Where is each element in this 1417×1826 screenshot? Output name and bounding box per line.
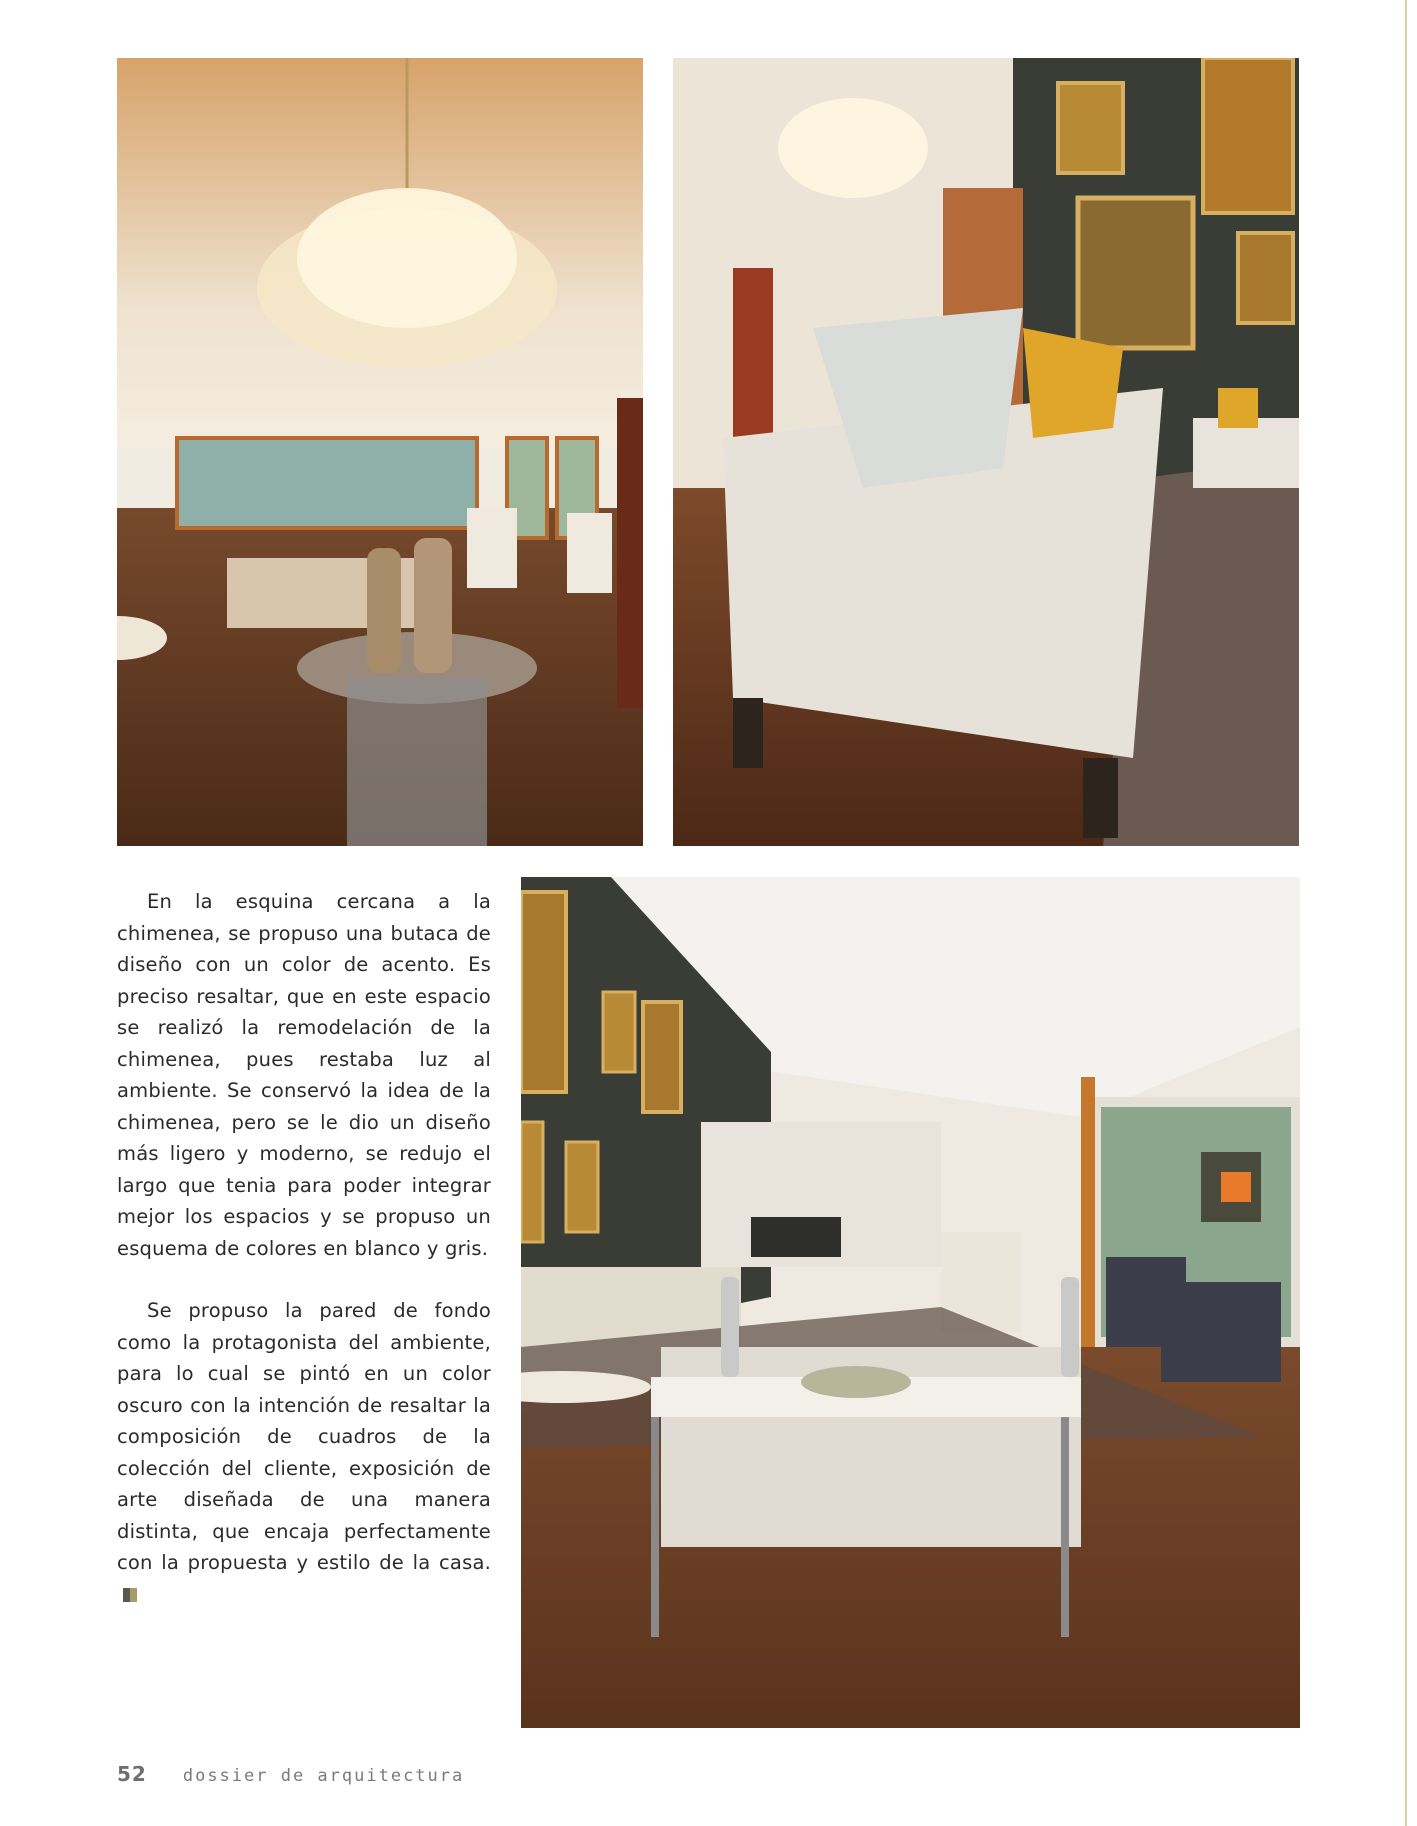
page-number: 52	[117, 1762, 147, 1786]
publication-name: dossier de arquitectura	[182, 1766, 465, 1786]
photo-chaise-lounge	[673, 58, 1299, 846]
page-edge-line	[1405, 0, 1407, 1826]
paragraph-1: En la esquina cercana a la chimenea, se propuso una butaca de diseño con un color de acento. Es preciso resaltar, que en este espacio se realizó la remodelación de la chimenea, pues restaba luz al ambiente. Se conservó la idea de la chimenea, pero se le dio un diseño más ligero y moderno, se redujo el largo que tenia para poder integrar mejor los espacios y se propuso un esquema de colores en blanco y gris.	[117, 890, 491, 1260]
paragraph-2	[117, 1295, 491, 1610]
page-footer	[117, 1762, 464, 1792]
chandelier-icon	[778, 98, 928, 198]
paragraph-2-text: Se propuso la pared de fondo como la protagonista del ambiente, para lo cual se pintó en un color oscuro con la intención de resaltar la composición de cuadros de la colección del cliente, exposición de arte diseñada de una manera distinta, que encaja perfectamente con la propuesta y estilo de la casa.	[117, 1299, 491, 1574]
photo-chandelier-living-room	[117, 58, 643, 846]
end-of-article-icon	[123, 1588, 137, 1602]
photo-living-room-dark-wall	[521, 877, 1300, 1728]
article-body	[117, 886, 491, 1641]
